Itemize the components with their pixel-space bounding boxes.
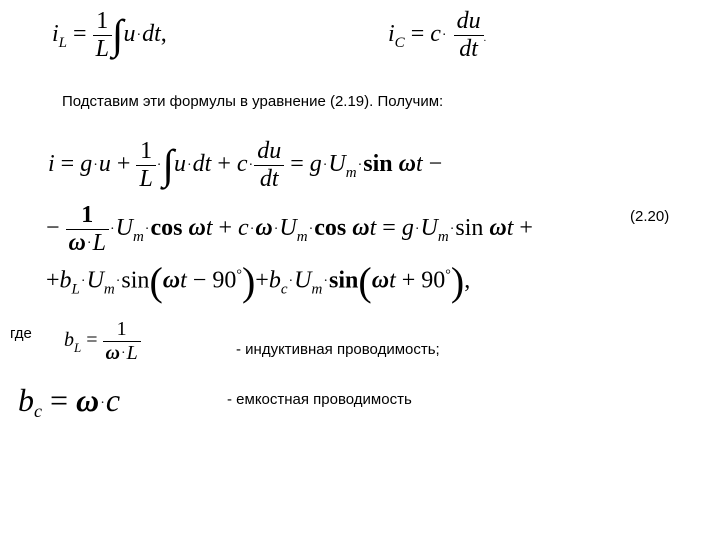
inductive-conductance-text: - индуктивная проводимость; xyxy=(236,341,440,358)
equation-line-2: − $\frac{1}{\omega\cdot L}$ $\cdot U_m\cdot\cos$ $\omega t + c\cdot\omega\cdot U_m\cdot\cos$ $\omega t = g\cdot U_m\cdot\sin$ ωt + xyxy=(46,202,533,256)
capacitive-conductance-text: - емкостная проводимость xyxy=(227,391,412,408)
where-label: где xyxy=(10,325,32,342)
formula-bl: $b_L$ = $\frac{1}{\omega\cdot L}$ xyxy=(64,318,141,365)
equation-line-1: i = g·u + $\frac{1}{L}$ ·∫u·dt + c· $\frac{du}{dt}$ = $g\cdot U_m\cdot\sin$ ωt − xyxy=(48,138,443,192)
formula-bc: $b_c = \omega\cdot c$ xyxy=(18,382,121,421)
formula-il: $i_L$ = $\frac{1}{L}$ ∫u·dt, xyxy=(52,8,167,62)
formula-ic: $i_C = c\cdot$ $\frac{du}{dt}$ . xyxy=(388,8,487,62)
equation-line-3: $+b_L\cdot U_m\cdot\sin(\omega t - 90^\circ)+b_c\cdot U_m\cdot\sin(\omega t + 90^\circ)$, xyxy=(46,259,471,304)
equation-number: (2.20) xyxy=(630,208,670,225)
substitute-text: Подставим эти формулы в уравнение (2.19). Получим: xyxy=(62,93,444,110)
